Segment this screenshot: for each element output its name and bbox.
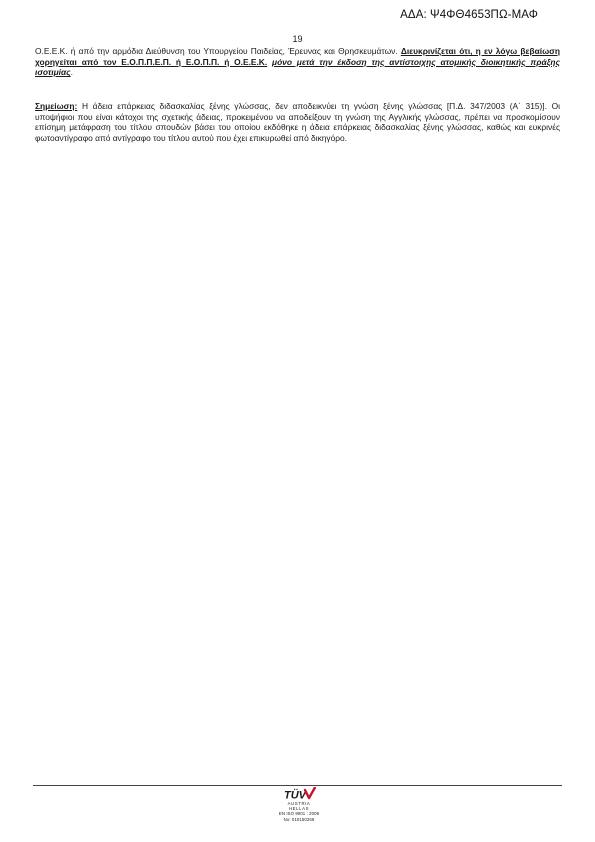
- tuv-logo-mark: [282, 787, 316, 801]
- logo-hellas: HELLAS: [288, 806, 310, 812]
- clarification-bold: Διευκρινίζεται ότι, η εν λόγω βεβαίωση χορηγείται από τον Ε.Ο.Π.Π.Ε.Π. ή Ε.Ο.Π.Π. ή Ο.Ε.Ε.Κ.: [35, 46, 561, 67]
- tuv-logo: [269, 787, 329, 822]
- cert-number: No: 010150269: [283, 816, 315, 822]
- svg-text:TÜV: TÜV: [284, 789, 306, 801]
- paragraph-continuation: [35, 46, 560, 78]
- note-paragraph: [35, 101, 560, 143]
- ada-code: ΑΔΑ: Ψ4ΦΘ4653ΠΩ-ΜΑΦ: [400, 9, 538, 21]
- logo-austria: AUSTRIA: [287, 801, 311, 806]
- note-text: Η άδεια επάρκειας διδασκαλίας ξένης γλώσσας, δεν αποδεικνύει τη γνώση ξένης γλώσσας [Π.Δ. 347/2003 (Α΄ 315)]. Οι υποψήφιοι που είναι κάτοχοι της σχετικής άδειας, προκειμένου να αποδείξουν τη γνώση της Αγγλικής γλώσσας, πρέπει να προσκομίσουν επίσημη μετάφραση του τίτλου σπουδών βάσει του οποίου εκδόθηκε η άδεια επάρκειας διδασκαλίας ξένης γλώσσας, καθώς και ευκρινές φωτοαντίγραφο από αντίγραφο του τίτλου αυτού που έχει επικυρωθεί από δικηγόρο.: [35, 101, 560, 143]
- page-number: 19: [292, 34, 303, 44]
- clarification-italic: μόνο μετά την έκδοση της αντίστοιχης ατομικής διοικητικής πράξης ισοτιμίας: [35, 56, 560, 78]
- paragraph-end: .: [70, 67, 73, 78]
- paragraph-text: Ο.Ε.Ε.Κ. ή από την αρμόδια Διεύθυνση του Υπουργείου Παιδείας, Έρευνας και Θρησκευμάτων.: [35, 46, 401, 56]
- note-label: Σημείωση:: [35, 101, 78, 111]
- iso-certification: EN ISO 9001 : 2008: [278, 811, 320, 817]
- footer-rule: [33, 785, 562, 786]
